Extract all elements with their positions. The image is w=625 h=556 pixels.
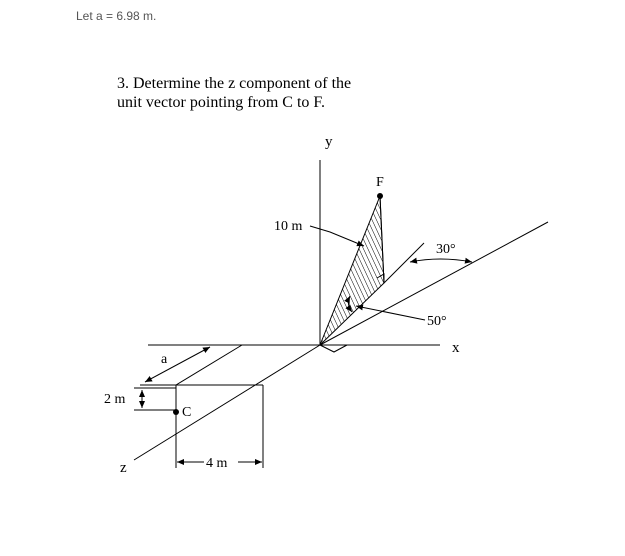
height-label: 2 m: [104, 392, 126, 407]
depth-label: 4 m: [206, 456, 228, 471]
force-plane-triangle: [320, 196, 384, 345]
origin-right-angle: [320, 345, 347, 352]
parallel-line: [176, 345, 242, 385]
point-f-label: F: [376, 175, 384, 190]
point-c: [173, 409, 179, 415]
angle-50-label: 50°: [427, 314, 447, 329]
x-axis-label: x: [452, 340, 460, 356]
angle-30-label: 30°: [436, 242, 456, 257]
angle-30-ref-line: [384, 243, 424, 283]
a-dimension-arrow: [145, 347, 210, 382]
rod-length-leader: [310, 226, 364, 246]
point-c-label: C: [182, 405, 192, 420]
given-statement: Let a = 6.98 m.: [76, 9, 157, 23]
problem-line-1: 3. Determine the z component of the: [117, 75, 352, 92]
rod-length-label: 10 m: [274, 219, 303, 234]
angle-50-leader: [356, 306, 425, 320]
width-a-label: a: [161, 352, 168, 367]
problem-line-2: unit vector pointing from C to F.: [117, 94, 326, 111]
point-f: [377, 193, 383, 199]
z-axis-label: z: [120, 460, 127, 476]
angle-30-arc: [410, 259, 472, 262]
y-axis-label: y: [325, 134, 333, 150]
